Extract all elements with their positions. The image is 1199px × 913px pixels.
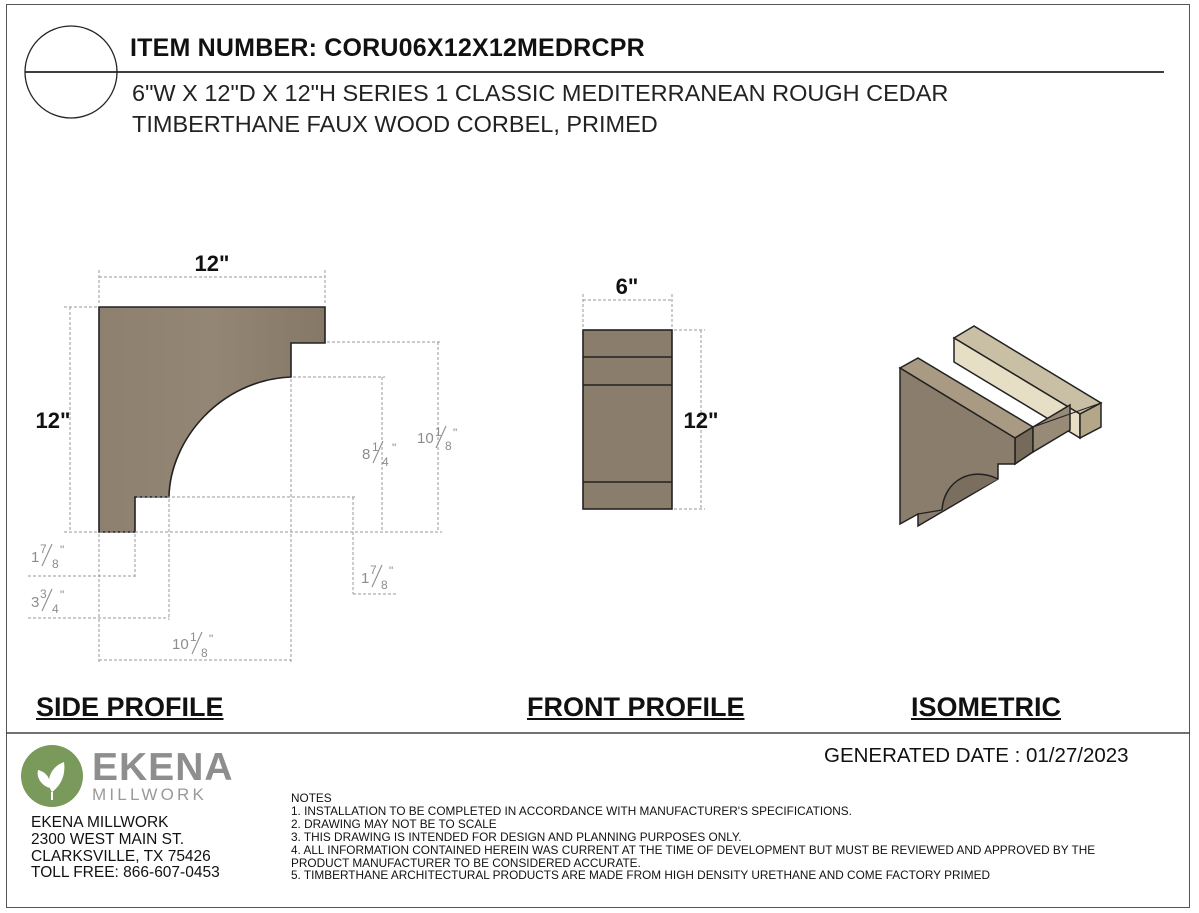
note-line: 3. THIS DRAWING IS INTENDED FOR DESIGN AND PLANNING PURPOSES ONLY. (291, 829, 742, 844)
description-line-2: TIMBERTHANE FAUX WOOD CORBEL, PRIMED (132, 111, 658, 137)
svg-text:": " (392, 441, 397, 455)
svg-text:7: 7 (370, 563, 377, 577)
svg-text:8: 8 (201, 646, 208, 660)
svg-text:8: 8 (445, 439, 452, 453)
svg-text:8: 8 (362, 446, 371, 463)
svg-text:10: 10 (417, 430, 434, 447)
front-dim-height: 12" (683, 408, 719, 433)
svg-text:4: 4 (382, 455, 389, 469)
side-dim-height: 12" (35, 408, 71, 433)
svg-text:": " (60, 588, 65, 602)
svg-text:1: 1 (361, 570, 370, 587)
note-line: 5. TIMBERTHANE ARCHITECTURAL PRODUCTS ARE MADE FROM HIGH DENSITY URETHANE AND COME FACTORY PRIMED (291, 868, 990, 883)
svg-text:": " (209, 632, 214, 646)
side-fraction-labels (31, 425, 457, 660)
description-line-1: 6"W X 12"D X 12"H SERIES 1 CLASSIC MEDITERRANEAN ROUGH CEDAR (132, 80, 949, 106)
svg-text:3: 3 (40, 587, 47, 601)
note-line: 4. ALL INFORMATION CONTAINED HEREIN WAS CURRENT AT THE TIME OF DEVELOPMENT BUT MUST BE REVIEWED AND APPROVED BY THE (291, 842, 1096, 857)
note-line: 1. INSTALLATION TO BE COMPLETED IN ACCORDANCE WITH MANUFACTURER'S SPECIFICATIONS. (291, 803, 852, 818)
brand-subtitle: MILLWORK (92, 785, 208, 804)
phone-number: TOLL FREE: 866-607-0453 (31, 864, 220, 881)
svg-text:7: 7 (40, 542, 47, 556)
side-dim-curve-height (362, 440, 396, 469)
svg-text:": " (389, 564, 394, 578)
front-profile-drawing (560, 270, 760, 530)
svg-text:1: 1 (372, 440, 379, 454)
item-number: ITEM NUMBER: CORU06X12X12MEDRCPR (130, 34, 645, 62)
svg-text:3: 3 (31, 594, 40, 611)
generated-date: GENERATED DATE : 01/27/2023 (824, 744, 1129, 767)
svg-text:1: 1 (31, 549, 40, 566)
note-line: PRODUCT MANUFACTURER TO BE CONSIDERED ACCURATE. (291, 855, 641, 870)
svg-text:4: 4 (52, 602, 59, 616)
side-profile-drawing (0, 240, 480, 680)
footer-separator (0, 728, 1199, 736)
svg-text:": " (453, 426, 458, 440)
svg-text:8: 8 (381, 578, 388, 592)
brand-name: EKENA (92, 746, 234, 789)
address-line-2: CLARKSVILLE, TX 75426 (31, 848, 211, 865)
isometric-label: ISOMETRIC (911, 692, 1062, 722)
svg-text:1: 1 (190, 630, 197, 644)
svg-text:8: 8 (52, 557, 59, 571)
side-dim-right-total (417, 425, 457, 453)
side-dim-foot-width (31, 587, 64, 616)
side-dim-bottom-width (172, 630, 213, 660)
side-profile-label: SIDE PROFILE (36, 692, 224, 722)
isometric-drawing (880, 310, 1120, 550)
company-name: EKENA MILLWORK (31, 814, 169, 831)
side-dim-bottom-step (361, 563, 393, 592)
svg-text:10: 10 (172, 636, 189, 653)
svg-text:1: 1 (435, 425, 442, 439)
notes-block (291, 792, 1095, 882)
leaf-logo-icon (20, 744, 86, 810)
front-dim-width: 6" (615, 274, 639, 299)
note-line: 2. DRAWING MAY NOT BE TO SCALE (291, 816, 497, 831)
side-dim-step-left (31, 542, 64, 571)
svg-text:": " (60, 543, 65, 557)
notes-title: NOTES (291, 791, 332, 805)
front-profile-label: FRONT PROFILE (527, 692, 745, 722)
address-line-1: 2300 WEST MAIN ST. (31, 831, 185, 848)
side-dim-top-width: 12" (194, 251, 230, 276)
